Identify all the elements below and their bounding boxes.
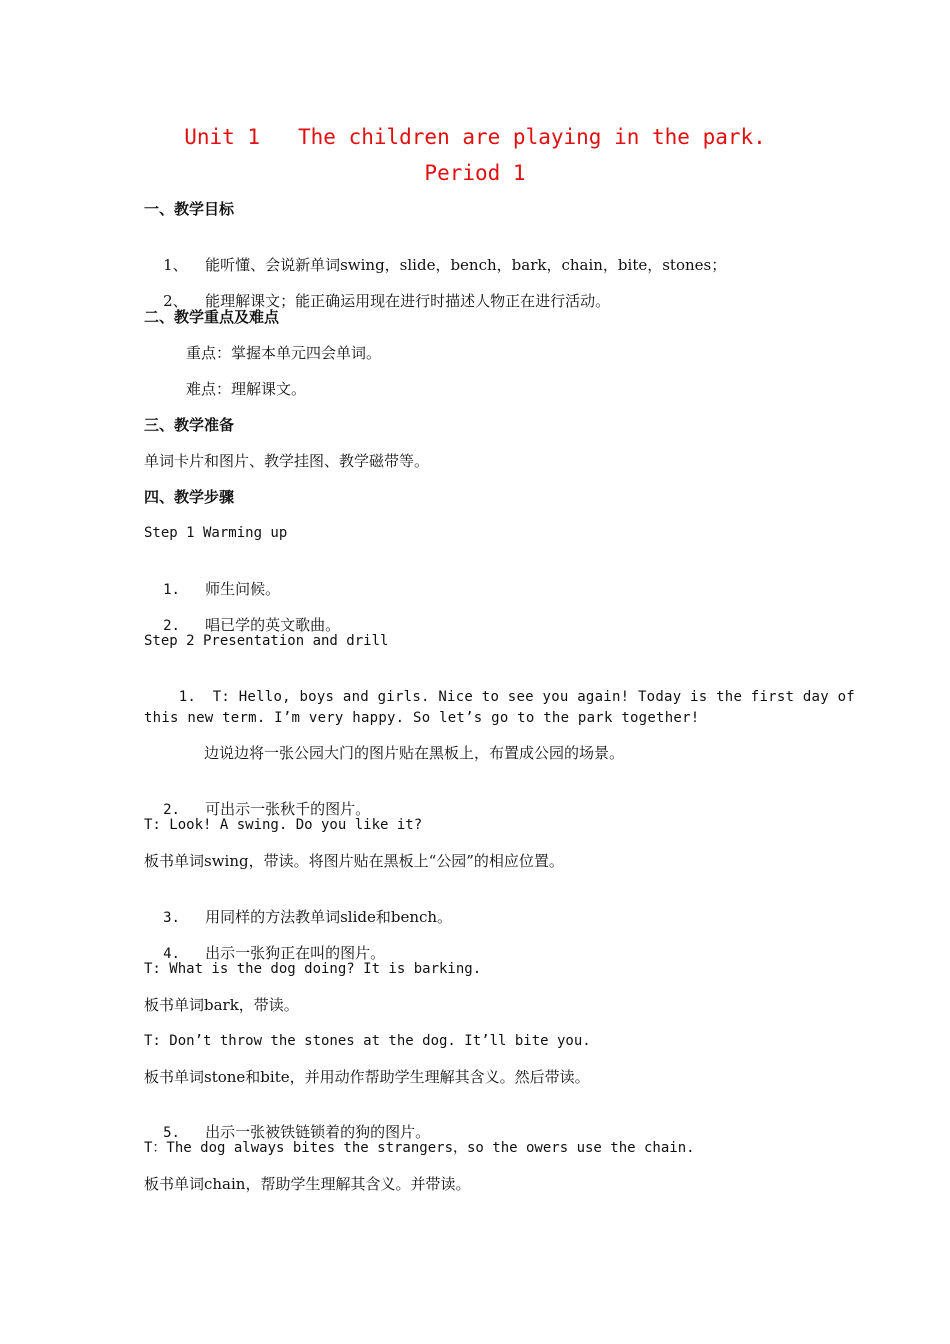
step2-item-text: 可出示一张秋千的图片。 (205, 800, 371, 818)
lesson-period: Period 1 (424, 161, 526, 185)
dialogue-greeting-line2: this new term. I’m very happy. So let’s go to the park together! (144, 710, 700, 726)
step2-item-number: 5. (163, 1125, 180, 1141)
focus-text: 重点：掌握本单元四会单词。 (186, 344, 382, 362)
board-note: 板书单词swing，带读。将图片贴在黑板上“公园”的相应位置。 (144, 852, 564, 870)
step2-item-number: 4. (163, 946, 180, 962)
step1-item-text: 师生问候。 (205, 580, 281, 598)
step2-item-number: 2. (163, 802, 180, 818)
dialogue-line: T：The dog always bites the strangers，so the owers use the chain. (144, 1140, 695, 1156)
board-note: 板书单词stone和bite，并用动作帮助学生理解其含义。然后带读。 (144, 1068, 590, 1086)
board-note: 板书单词bark，带读。 (144, 996, 299, 1014)
step1-item-text: 唱已学的英文歌曲。 (205, 616, 341, 634)
prep-text: 单词卡片和图片、教学挂图、教学磁带等。 (144, 452, 430, 470)
board-note: 板书单词chain，帮助学生理解其含义。并带读。 (144, 1175, 471, 1193)
prep-heading: 三、教学准备 (144, 416, 235, 434)
step2-item-number: 3. (163, 910, 180, 926)
step2-title: Step 2 Presentation and drill (144, 633, 389, 649)
step1-item-number: 1. (163, 582, 180, 598)
step1-title: Step 1 Warming up (144, 525, 288, 541)
step2-item-text: 用同样的方法教单词slide和bench。 (205, 908, 453, 926)
dialogue-line: T: Look! A swing. Do you like it? (144, 817, 423, 833)
teacher-note: 边说边将一张公园大门的图片贴在黑板上，布置成公园的场景。 (204, 744, 625, 762)
objective-text: 能听懂、会说新单词swing，slide，bench，bark，chain，bite，stones； (205, 256, 727, 274)
step2-item-number: 1. (178, 689, 197, 705)
objective-text: 能理解课文；能正确运用现在进行时描述人物正在进行活动。 (205, 292, 611, 310)
objective-number: 2、 (163, 292, 188, 310)
step2-item-text: 出示一张狗正在叫的图片。 (205, 944, 386, 962)
dialogue-text: T: Hello, boys and girls. Nice to see you again! Today is the first day of (212, 689, 855, 705)
dialogue-line: T: What is the dog doing? It is barking. (144, 961, 482, 977)
dialogue-line: T: Don’t throw the stones at the dog. It’ll bite you. (144, 1033, 591, 1049)
focus-heading: 二、教学重点及难点 (144, 308, 280, 326)
steps-heading: 四、教学步骤 (144, 488, 235, 506)
lesson-title: Unit 1 The children are playing in the park. (184, 125, 766, 149)
difficulty-text: 难点：理解课文。 (186, 380, 307, 398)
objective-number: 1、 (163, 256, 188, 274)
objectives-heading: 一、教学目标 (144, 200, 235, 218)
step1-item-number: 2. (163, 618, 180, 634)
step2-item-text: 出示一张被铁链锁着的狗的图片。 (205, 1123, 431, 1141)
